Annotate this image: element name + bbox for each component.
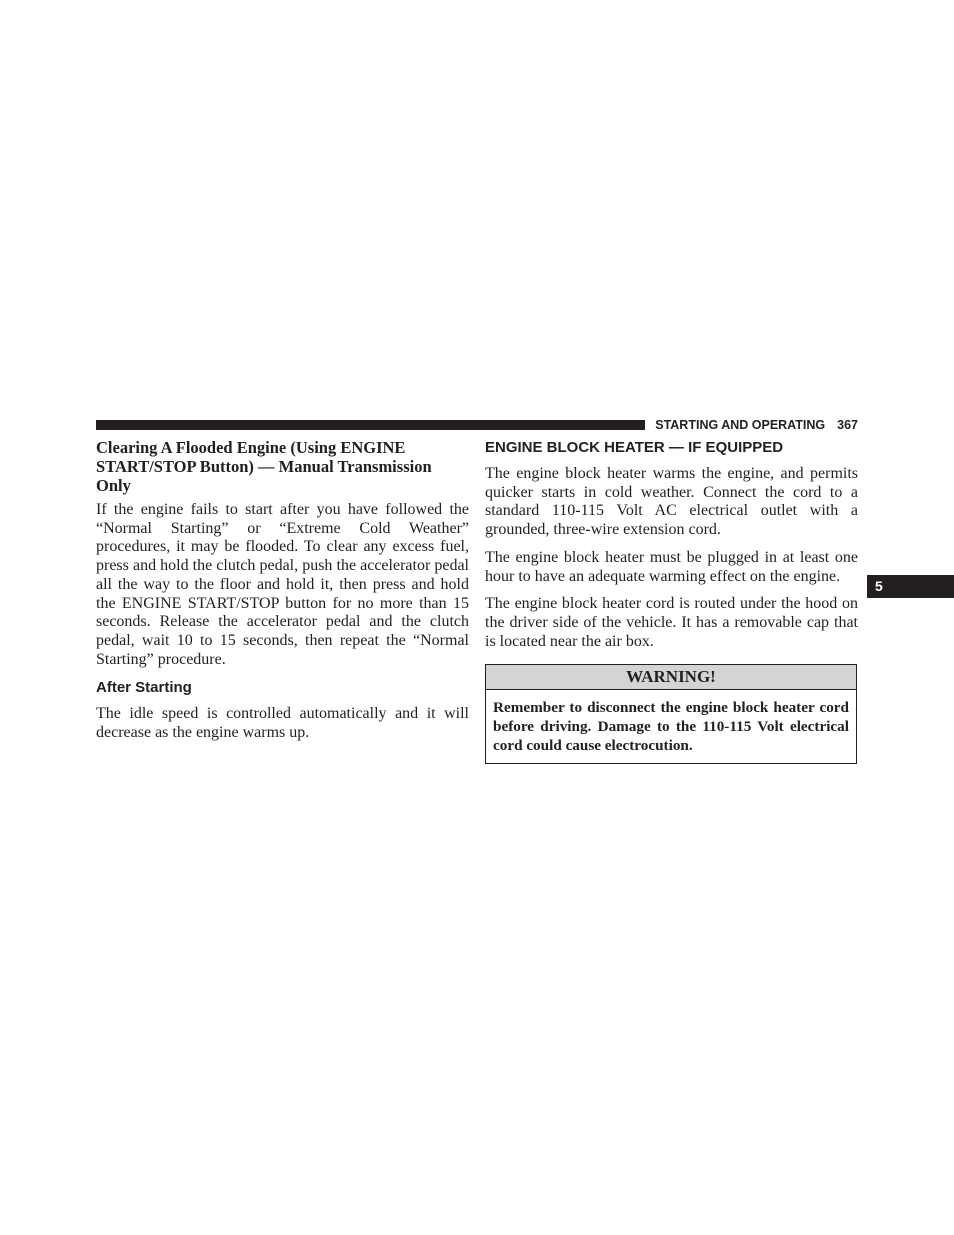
running-header <box>652 417 858 433</box>
heater-paragraph-3: The engine block heater cord is routed under the hood on the driver side of the vehicle. It has a removable cap that is located near the air box. <box>485 595 858 650</box>
left-column <box>96 438 469 752</box>
warning-text: Remember to disconnect the engine block heater cord before driving. Damage to the 110-115 Volt electrical cord could cause electrocution. <box>493 699 849 754</box>
flooded-engine-paragraph: If the engine fails to start after you have followed the “Normal Starting” or “Extreme Cold Weather” procedures, it may be flooded. To clear any excess fuel, press and hold the clutch pedal, push the accelerator pedal all the way to the floor and hold it, then press and hold the ENGINE START/STOP button for no more than 15 seconds. Release the accelerator pedal and the clutch pedal, wait 10 to 15 seconds, then repeat the “Normal Starting” procedure. <box>96 501 469 668</box>
section-title: STARTING AND OPERATING <box>655 418 826 432</box>
page-number: 367 <box>837 418 858 432</box>
header-rule <box>96 420 645 430</box>
right-column <box>485 438 858 764</box>
flooded-engine-heading: Clearing A Flooded Engine (Using ENGINE START/STOP Button) — Manual Transmission Only <box>96 438 432 495</box>
after-starting-paragraph: The idle speed is controlled automatically and it will decrease as the engine warms up. <box>96 705 469 742</box>
heater-paragraph-1: The engine block heater warms the engine, and permits quicker starts in cold weather. Connect the cord to a standard 110-115 Volt AC electrical outlet with a grounded, three-wire extension cord. <box>485 465 858 539</box>
warning-box <box>485 664 857 764</box>
heater-paragraph-2: The engine block heater must be plugged in at least one hour to have an adequate warming effect on the engine. <box>485 548 858 585</box>
warning-title: WARNING! <box>486 665 856 690</box>
chapter-tab <box>867 575 954 598</box>
chapter-number: 5 <box>875 578 883 594</box>
engine-block-heater-heading: ENGINE BLOCK HEATER — IF EQUIPPED <box>485 439 784 456</box>
after-starting-heading: After Starting <box>96 679 192 697</box>
